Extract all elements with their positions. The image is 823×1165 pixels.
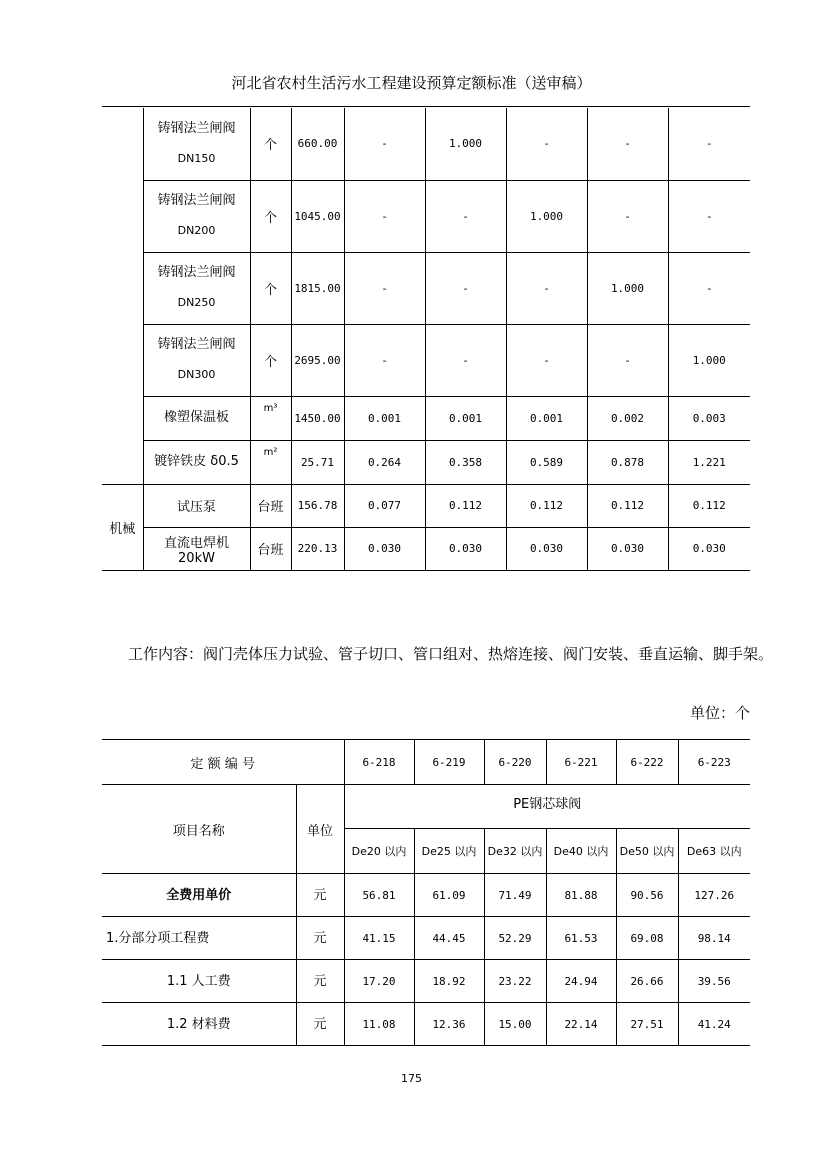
group-header: PE钢芯球阀 (344, 785, 750, 829)
machine-qty: 0.030 (425, 527, 506, 570)
cost-value: 22.14 (546, 1003, 616, 1046)
material-spec: DN300 (177, 368, 216, 381)
material-qty: 1.000 (425, 108, 506, 180)
cost-value: 24.94 (546, 960, 616, 1003)
material-qty: - (587, 180, 668, 252)
cost-value: 90.56 (616, 874, 678, 917)
material-price: 1815.00 (291, 252, 344, 324)
material-row (102, 108, 750, 180)
material-unit: m² (250, 440, 291, 484)
machine-name: 直流电焊机 20kW (143, 527, 250, 570)
cost-item-name: 1.2 材料费 (102, 1003, 296, 1046)
material-row (102, 324, 750, 396)
material-spec: DN200 (177, 224, 216, 237)
machine-qty: 0.030 (587, 527, 668, 570)
material-name-text: 铸钢法兰闸阀 (157, 265, 236, 280)
page-number: 175 (401, 1072, 422, 1085)
machine-group-label: 机械 (102, 484, 143, 570)
quota-table (102, 739, 750, 1046)
material-qty: - (668, 252, 750, 324)
cost-value: 26.66 (616, 960, 678, 1003)
cost-value: 81.88 (546, 874, 616, 917)
material-qty: - (506, 108, 587, 180)
unit-line: 单位：个 (689, 704, 750, 722)
cost-value: 71.49 (484, 874, 546, 917)
material-row (102, 252, 750, 324)
machine-qty: 0.112 (587, 484, 668, 527)
material-qty: 0.001 (506, 396, 587, 440)
material-row (102, 440, 750, 484)
material-qty: 0.001 (344, 396, 425, 440)
material-qty: - (344, 180, 425, 252)
material-spec: DN150 (177, 151, 216, 165)
quota-code: 6-222 (616, 740, 678, 785)
material-qty: - (587, 108, 668, 180)
cost-item-name: 1.1 人工费 (102, 960, 296, 1003)
quota-label: 定 额 编 号 (102, 740, 344, 785)
cost-unit: 元 (296, 874, 344, 917)
material-qty: 0.358 (425, 440, 506, 484)
cost-value: 98.14 (678, 917, 750, 960)
material-qty: 0.589 (506, 440, 587, 484)
machine-unit: 台班 (250, 527, 291, 570)
material-qty: - (344, 108, 425, 180)
cost-value: 39.56 (678, 960, 750, 1003)
material-price: 1450.00 (291, 396, 344, 440)
material-qty: - (425, 252, 506, 324)
cost-value: 44.45 (414, 917, 484, 960)
material-name (143, 252, 250, 324)
material-name-text: 镀锌铁皮 δ0.5 (154, 454, 239, 469)
material-name (143, 108, 250, 180)
material-qty: 1.000 (506, 180, 587, 252)
machine-qty: 0.077 (344, 484, 425, 527)
machine-row (102, 527, 750, 570)
material-qty: 0.264 (344, 440, 425, 484)
cost-row (102, 1003, 750, 1046)
cost-value: 11.08 (344, 1003, 414, 1046)
material-name (143, 180, 250, 252)
material-qty: 0.001 (425, 396, 506, 440)
cost-value: 12.36 (414, 1003, 484, 1046)
quota-code: 6-220 (484, 740, 546, 785)
cost-unit: 元 (296, 960, 344, 1003)
item-name-header: 项目名称 (102, 785, 296, 874)
spec-header: De20 以内 (344, 829, 414, 874)
work-content: 工作内容：阀门壳体压力试验、管子切口、管口组对、热熔连接、阀门安装、垂直运输、脚手架。 (128, 645, 774, 663)
machine-row (102, 484, 750, 527)
quota-code: 6-219 (414, 740, 484, 785)
cost-value: 61.53 (546, 917, 616, 960)
material-qty: 0.002 (587, 396, 668, 440)
spec-header: De50 以内 (616, 829, 678, 874)
spec-header: De40 以内 (546, 829, 616, 874)
cost-value: 69.08 (616, 917, 678, 960)
material-row (102, 396, 750, 440)
material-price: 25.71 (291, 440, 344, 484)
cost-value: 52.29 (484, 917, 546, 960)
quota-code: 6-221 (546, 740, 616, 785)
cost-value: 15.00 (484, 1003, 546, 1046)
material-row (102, 180, 750, 252)
spec-header: De25 以内 (414, 829, 484, 874)
page-header-title: 河北省农村生活污水工程建设预算定额标准（送审稿） (231, 74, 592, 92)
material-qty: - (668, 180, 750, 252)
material-unit: 个 (250, 108, 291, 180)
material-name (143, 440, 250, 484)
material-unit: m³ (250, 396, 291, 440)
material-qty: - (425, 180, 506, 252)
material-qty: - (506, 324, 587, 396)
material-spec: DN250 (177, 296, 216, 309)
material-name (143, 324, 250, 396)
cost-row (102, 874, 750, 917)
material-name (143, 396, 250, 440)
machine-qty: 0.112 (506, 484, 587, 527)
material-name-text: 铸钢法兰闸阀 (157, 337, 236, 352)
machine-qty: 0.030 (506, 527, 587, 570)
quota-code: 6-223 (678, 740, 750, 785)
cost-value: 61.09 (414, 874, 484, 917)
cost-row (102, 917, 750, 960)
spec-header: De32 以内 (484, 829, 546, 874)
material-unit: 个 (250, 252, 291, 324)
machine-name: 试压泵 (143, 484, 250, 527)
machine-price: 156.78 (291, 484, 344, 527)
cost-value: 56.81 (344, 874, 414, 917)
material-qty: 1.000 (587, 252, 668, 324)
cost-value: 41.24 (678, 1003, 750, 1046)
cost-value: 127.26 (678, 874, 750, 917)
cost-row (102, 960, 750, 1003)
cost-value: 41.15 (344, 917, 414, 960)
material-qty: - (587, 324, 668, 396)
cost-value: 23.22 (484, 960, 546, 1003)
material-qty: - (668, 108, 750, 180)
material-price: 1045.00 (291, 180, 344, 252)
machine-qty: 0.112 (668, 484, 750, 527)
machine-qty: 0.112 (425, 484, 506, 527)
cost-unit: 元 (296, 917, 344, 960)
cost-item-name: 全费用单价 (102, 874, 296, 917)
machine-unit: 台班 (250, 484, 291, 527)
material-qty: - (425, 324, 506, 396)
cost-value: 18.92 (414, 960, 484, 1003)
material-name-text: 铸钢法兰闸阀 (157, 193, 236, 208)
material-unit: 个 (250, 324, 291, 396)
material-name-text: 橡塑保温板 (163, 410, 229, 425)
cost-unit: 元 (296, 1003, 344, 1046)
material-qty: - (506, 252, 587, 324)
material-qty: - (344, 324, 425, 396)
material-qty: 1.000 (668, 324, 750, 396)
material-name-text: 铸钢法兰闸阀 (157, 120, 236, 136)
quota-code: 6-218 (344, 740, 414, 785)
cost-value: 17.20 (344, 960, 414, 1003)
material-unit: 个 (250, 180, 291, 252)
material-price: 2695.00 (291, 324, 344, 396)
material-qty: 1.221 (668, 440, 750, 484)
material-table (102, 108, 750, 571)
material-qty: - (344, 252, 425, 324)
cost-item-name: 1.分部分项工程费 (102, 917, 296, 960)
machine-price: 220.13 (291, 527, 344, 570)
spec-header: De63 以内 (678, 829, 750, 874)
category-cell (102, 108, 143, 484)
material-price: 660.00 (291, 108, 344, 180)
material-qty: 0.878 (587, 440, 668, 484)
material-qty: 0.003 (668, 396, 750, 440)
machine-qty: 0.030 (668, 527, 750, 570)
cost-value: 27.51 (616, 1003, 678, 1046)
header-rule (102, 106, 750, 107)
unit-header: 单位 (296, 785, 344, 874)
machine-qty: 0.030 (344, 527, 425, 570)
